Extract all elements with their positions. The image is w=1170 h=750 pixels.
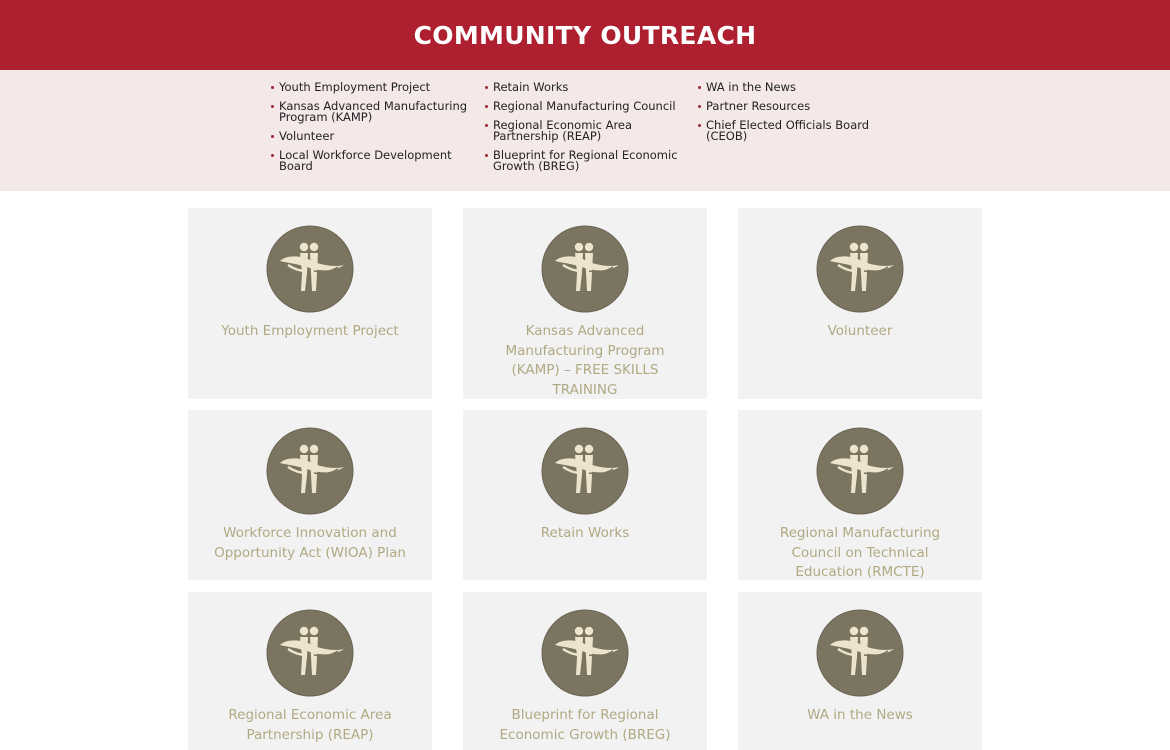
subnav [0, 70, 1170, 191]
card-retain-works[interactable] [463, 410, 707, 580]
subnav-link-volunteer[interactable]: Volunteer [271, 131, 471, 142]
people-logo-icon [541, 427, 629, 515]
card-volunteer[interactable] [738, 208, 982, 399]
subnav-column-1 [271, 82, 471, 180]
subnav-link-wa-in-the-news[interactable]: WA in the News [698, 82, 898, 93]
subnav-column-2 [485, 82, 685, 180]
card-label: Regional Economic Area Partnership (REAP) [228, 707, 392, 743]
card-reap[interactable] [188, 592, 432, 750]
people-logo-icon [266, 427, 354, 515]
card-label: WA in the News [807, 707, 913, 723]
people-logo-icon [816, 427, 904, 515]
people-logo-icon [266, 609, 354, 697]
subnav-link-reap[interactable]: Regional Economic Area Partnership (REAP) [485, 120, 685, 142]
card-breg[interactable] [463, 592, 707, 750]
subnav-link-youth-employment[interactable]: Youth Employment Project [271, 82, 471, 93]
subnav-link-ceob[interactable]: Chief Elected Officials Board (CEOB) [698, 120, 898, 142]
subnav-column-3 [698, 82, 898, 150]
subnav-link-local-workforce-board[interactable]: Local Workforce Development Board [271, 150, 471, 172]
subnav-link-breg[interactable]: Blueprint for Regional Economic Growth (BREG) [485, 150, 685, 172]
card-label: Workforce Innovation and Opportunity Act (WIOA) Plan [214, 525, 406, 561]
card-label: Regional Manufacturing Council on Technical Education (RMCTE) [779, 525, 941, 580]
page-title: COMMUNITY OUTREACH [413, 20, 757, 50]
card-youth-employment[interactable] [188, 208, 432, 399]
card-wa-in-the-news[interactable] [738, 592, 982, 750]
people-logo-icon [816, 609, 904, 697]
card-rmcte[interactable] [738, 410, 982, 580]
card-label: Blueprint for Regional Economic Growth (BREG) [499, 707, 671, 743]
subnav-link-regional-manufacturing-council[interactable]: Regional Manufacturing Council [485, 101, 685, 112]
page-header [0, 0, 1170, 70]
people-logo-icon [541, 225, 629, 313]
card-label: Volunteer [827, 323, 893, 339]
subnav-link-retain-works[interactable]: Retain Works [485, 82, 685, 93]
card-label: Retain Works [540, 525, 630, 541]
people-logo-icon [816, 225, 904, 313]
card-wioa-plan[interactable] [188, 410, 432, 580]
subnav-link-partner-resources[interactable]: Partner Resources [698, 101, 898, 112]
card-label: Youth Employment Project [221, 323, 399, 339]
people-logo-icon [266, 225, 354, 313]
people-logo-icon [541, 609, 629, 697]
card-label: Kansas Advanced Manufacturing Program (KAMP) – FREE SKILLS TRAINING [505, 323, 665, 398]
card-kamp[interactable] [463, 208, 707, 399]
subnav-link-kamp[interactable]: Kansas Advanced Manufacturing Program (KAMP) [271, 101, 471, 123]
